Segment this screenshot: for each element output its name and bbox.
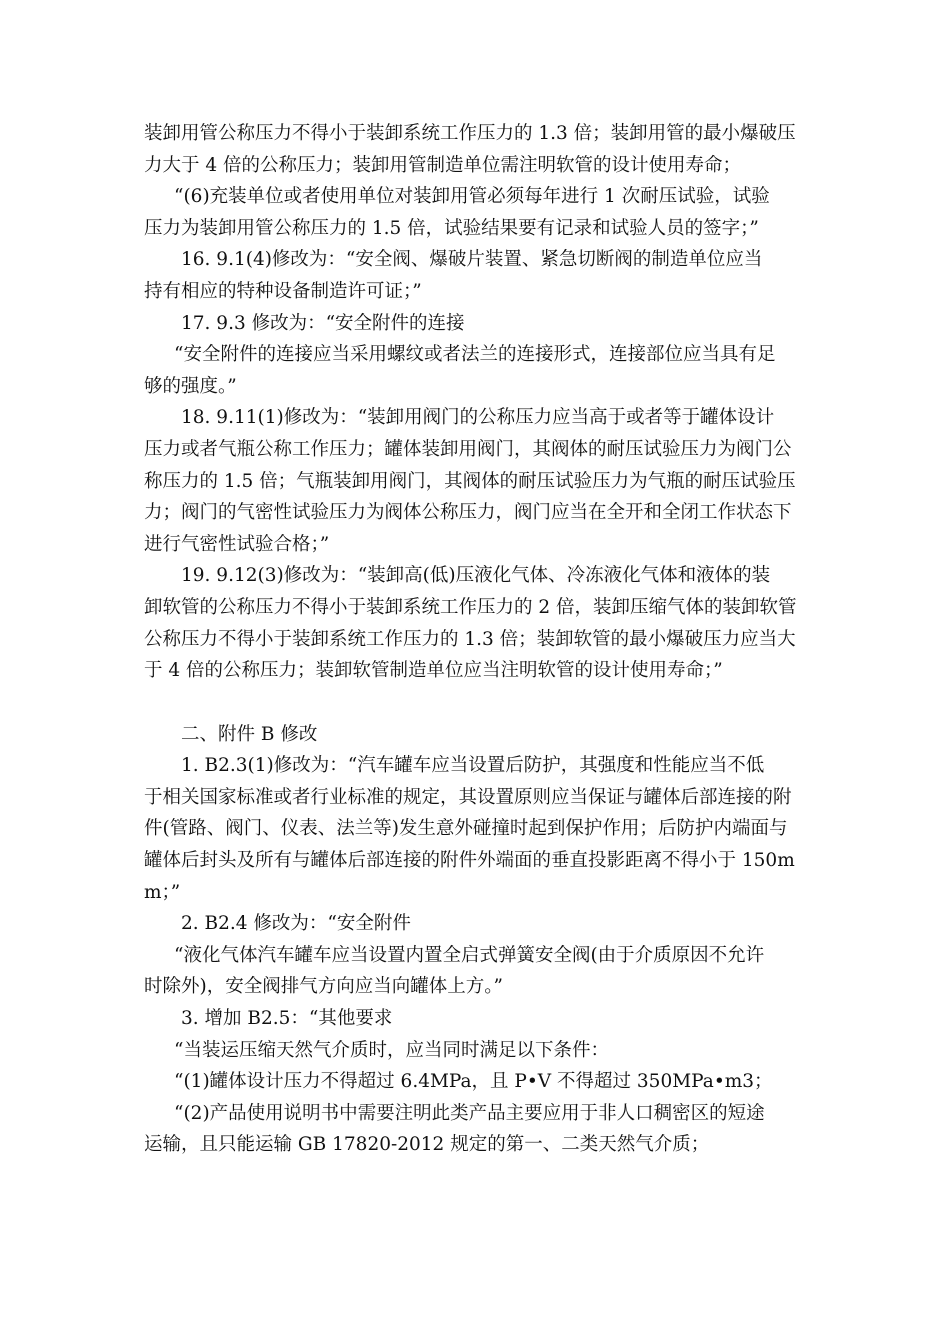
text-line: m；” <box>144 881 181 903</box>
text-line: “液化气体汽车罐车应当设置内置全启式弹簧安全阀(由于介质原因不允许 <box>174 944 765 966</box>
text-line: “(2)产品使用说明书中需要注明此类产品主要应用于非人口稠密区的短途 <box>174 1102 765 1124</box>
text-line: 件(管路、阀门、仪表、法兰等)发生意外碰撞时起到保护作用；后防护内端面与 <box>144 818 788 840</box>
text-line: 压力或者气瓶公称工作压力；罐体装卸用阀门，其阀体的耐压试验压力为阀门公 <box>144 438 792 460</box>
document-page <box>144 118 810 1161</box>
text-line: 进行气密性试验合格；” <box>144 533 330 555</box>
item-16-heading: 16. 9.1(4)修改为：“安全阀、爆破片装置、紧急切断阀的制造单位应当 <box>181 249 763 271</box>
section-heading: 二、附件 B 修改 <box>181 723 318 745</box>
item-3-heading: 3. 增加 B2.5：“其他要求 <box>181 1008 393 1030</box>
item-19-heading: 19. 9.12(3)修改为：“装卸高(低)压液化气体、冷冻液化气体和液体的装 <box>181 565 771 587</box>
item-18-heading: 18. 9.11(1)修改为：“装卸用阀门的公称压力应当高于或者等于罐体设计 <box>181 407 775 429</box>
text-line: 于 4 倍的公称压力；装卸软管制造单位应当注明软管的设计使用寿命；” <box>144 660 723 682</box>
text-line: 卸软管的公称压力不得小于装卸系统工作压力的 2 倍，装卸压缩气体的装卸软管 <box>144 596 797 618</box>
text-line: 力；阀门的气密性试验压力为阀体公称压力，阀门应当在全开和全闭工作状态下 <box>144 502 792 524</box>
section-gap <box>144 687 810 719</box>
text-line: 力大于 4 倍的公称压力；装卸用管制造单位需注明软管的设计使用寿命； <box>144 154 742 176</box>
item-1-heading: 1. B2.3(1)修改为：“汽车罐车应当设置后防护，其强度和性能应当不低 <box>181 755 765 777</box>
text-line: “当装运压缩天然气介质时，应当同时满足以下条件： <box>174 1039 609 1061</box>
item-2-heading: 2. B2.4 修改为：“安全附件 <box>181 913 411 935</box>
text-line: 持有相应的特种设备制造许可证；” <box>144 280 422 302</box>
text-line: 运输，且只能运输 GB 17820-2012 规定的第一、二类天然气介质； <box>144 1134 710 1156</box>
item-17-heading: 17. 9.3 修改为：“安全附件的连接 <box>181 312 465 334</box>
text-line: 装卸用管公称压力不得小于装卸系统工作压力的 1.3 倍；装卸用管的最小爆破压 <box>144 123 796 144</box>
text-line: 时除外)，安全阀排气方向应当向罐体上方。” <box>144 976 503 998</box>
text-line: “(6)充装单位或者使用单位对装卸用管必须每年进行 1 次耐压试验，试验 <box>174 186 770 208</box>
text-line: 够的强度。” <box>144 375 237 397</box>
text-line: 称压力的 1.5 倍；气瓶装卸用阀门，其阀体的耐压试验压力为气瓶的耐压试验压 <box>144 470 796 492</box>
text-line: 公称压力不得小于装卸系统工作压力的 1.3 倍；装卸软管的最小爆破压力应当大 <box>144 628 796 650</box>
text-line: 于相关国家标准或者行业标准的规定，其设置原则应当保证与罐体后部连接的附 <box>144 786 792 808</box>
text-line: “(1)罐体设计压力不得超过 6.4MPa，且 P•V 不得超过 350MPa•m3； <box>174 1071 773 1093</box>
text-line: “安全附件的连接应当采用螺纹或者法兰的连接形式，连接部位应当具有足 <box>174 344 776 366</box>
text-line: 压力为装卸用管公称压力的 1.5 倍，试验结果要有记录和试验人员的签字；” <box>144 217 759 239</box>
text-line: 罐体后封头及所有与罐体后部连接的附件外端面的垂直投影距离不得小于 150m <box>144 850 795 872</box>
